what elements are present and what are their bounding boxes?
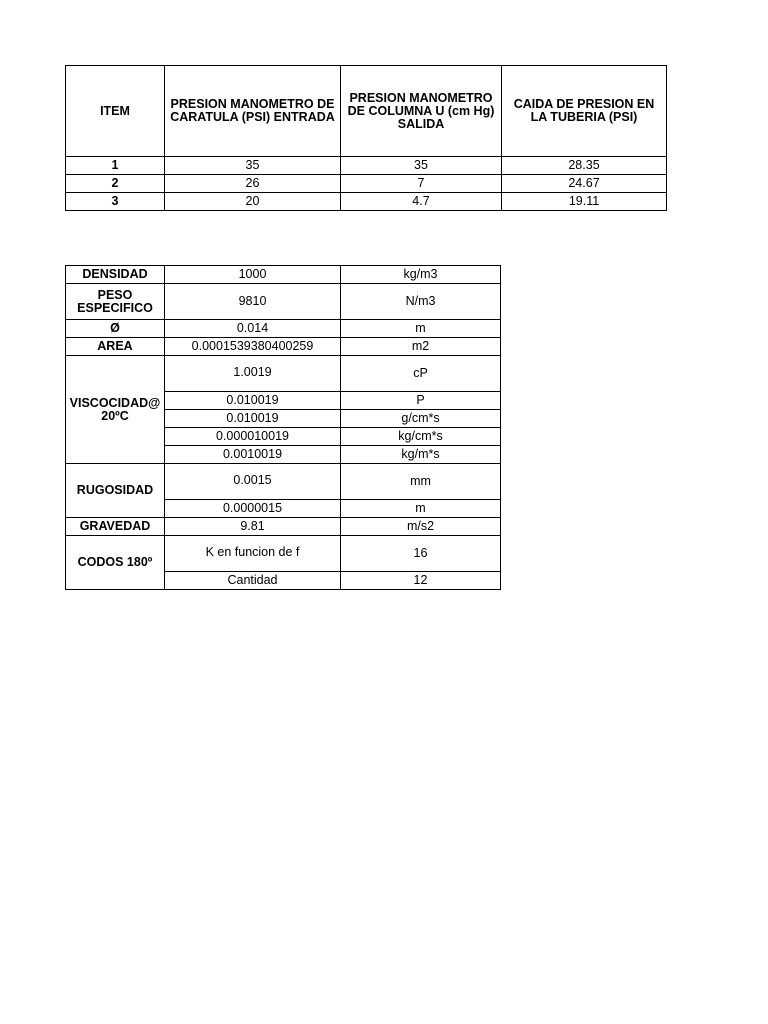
viscosidad-value: 0.010019 xyxy=(165,392,341,410)
salida-cell: 35 xyxy=(341,157,502,175)
densidad-label: DENSIDAD xyxy=(66,266,165,284)
area-row xyxy=(66,338,501,356)
peso-especifico-label: PESO ESPECIFICO xyxy=(66,284,165,320)
codos-row xyxy=(66,536,501,572)
diametro-unit: m xyxy=(341,320,501,338)
viscosidad-unit: P xyxy=(341,392,501,410)
salida-cell: 4.7 xyxy=(341,193,502,211)
viscosidad-value: 0.0010019 xyxy=(165,446,341,464)
densidad-row xyxy=(66,266,501,284)
peso-especifico-value: 9810 xyxy=(165,284,341,320)
pressure-table-header-row xyxy=(66,66,667,157)
item-cell: 2 xyxy=(66,175,165,193)
viscosidad-value: 1.0019 xyxy=(165,356,341,392)
gravedad-value: 9.81 xyxy=(165,518,341,536)
header-item: ITEM xyxy=(66,66,165,157)
viscosidad-value: 0.010019 xyxy=(165,410,341,428)
entrada-cell: 35 xyxy=(165,157,341,175)
rugosidad-value: 0.0000015 xyxy=(165,500,341,518)
header-presion-caratula: PRESION MANOMETRO DE CARATULA (PSI) ENTRADA xyxy=(165,66,341,157)
caida-cell: 19.11 xyxy=(502,193,667,211)
codos-cantidad-label: Cantidad xyxy=(165,572,341,590)
area-value: 0.0001539380400259 xyxy=(165,338,341,356)
viscosidad-row xyxy=(66,356,501,392)
rugosidad-unit: mm xyxy=(341,464,501,500)
codos-k-label: K en funcion de f xyxy=(165,536,341,572)
codos-cantidad-value: 12 xyxy=(341,572,501,590)
codos-k-value: 16 xyxy=(341,536,501,572)
gravedad-row xyxy=(66,518,501,536)
item-cell: 3 xyxy=(66,193,165,211)
area-unit: m2 xyxy=(341,338,501,356)
caida-cell: 24.67 xyxy=(502,175,667,193)
area-label: AREA xyxy=(66,338,165,356)
gravedad-label: GRAVEDAD xyxy=(66,518,165,536)
entrada-cell: 20 xyxy=(165,193,341,211)
header-presion-columna-u: PRESION MANOMETRO DE COLUMNA U (cm Hg) SALIDA xyxy=(341,66,502,157)
codos-label: CODOS 180º xyxy=(66,536,165,590)
viscosidad-unit: g/cm*s xyxy=(341,410,501,428)
item-cell: 1 xyxy=(66,157,165,175)
diametro-label: Ø xyxy=(66,320,165,338)
salida-cell: 7 xyxy=(341,175,502,193)
viscosidad-unit: cP xyxy=(341,356,501,392)
gravedad-unit: m/s2 xyxy=(341,518,501,536)
diametro-value: 0.014 xyxy=(165,320,341,338)
peso-especifico-unit: N/m3 xyxy=(341,284,501,320)
rugosidad-label: RUGOSIDAD xyxy=(66,464,165,518)
entrada-cell: 26 xyxy=(165,175,341,193)
densidad-unit: kg/m3 xyxy=(341,266,501,284)
rugosidad-row xyxy=(66,464,501,500)
densidad-value: 1000 xyxy=(165,266,341,284)
peso-especifico-row xyxy=(66,284,501,320)
header-caida-presion: CAIDA DE PRESION EN LA TUBERIA (PSI) xyxy=(502,66,667,157)
pressure-table xyxy=(65,65,667,211)
table-row xyxy=(66,175,667,193)
rugosidad-unit: m xyxy=(341,500,501,518)
viscosidad-unit: kg/m*s xyxy=(341,446,501,464)
viscosidad-value: 0.000010019 xyxy=(165,428,341,446)
diametro-row xyxy=(66,320,501,338)
table-row xyxy=(66,157,667,175)
viscosidad-unit: kg/cm*s xyxy=(341,428,501,446)
rugosidad-value: 0.0015 xyxy=(165,464,341,500)
properties-table xyxy=(65,265,501,590)
viscosidad-label: VISCOCIDAD@20ºC xyxy=(66,356,165,464)
caida-cell: 28.35 xyxy=(502,157,667,175)
table-row xyxy=(66,193,667,211)
